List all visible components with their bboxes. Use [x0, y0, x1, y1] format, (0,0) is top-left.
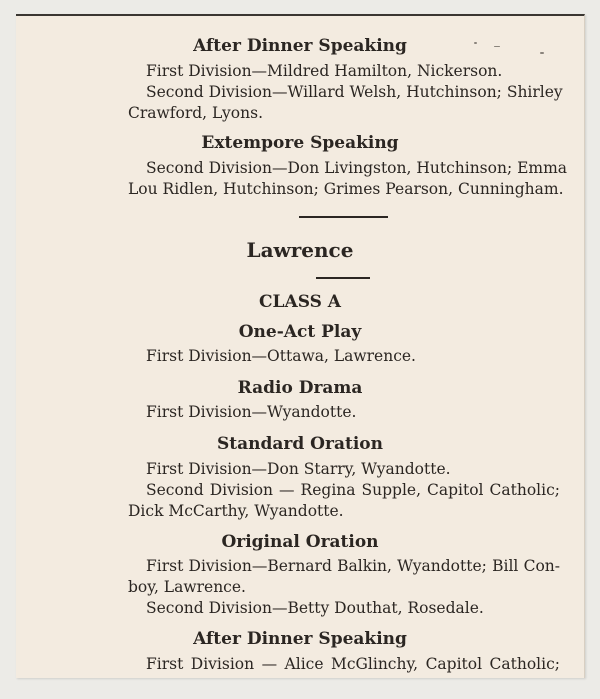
heading-district: Lawrence	[246, 238, 354, 262]
text-line: First Division—Bernard Balkin, Wyandotte; Bill Con-	[146, 557, 560, 575]
heading-original-oration: Original Oration	[221, 532, 379, 552]
text-line: First Division—Don Starry, Wyandotte.	[146, 460, 451, 478]
section-divider	[299, 216, 388, 218]
heading-after-dinner-speaking: After Dinner Speaking	[193, 629, 407, 649]
scan-speck	[494, 46, 500, 47]
scan-speck	[474, 42, 477, 44]
text-line: Second Division—Willard Welsh, Hutchinson; Shirley	[146, 83, 563, 101]
text-line: Second Division—Don Livingston, Hutchinson; Emma	[146, 159, 568, 177]
scan-speck	[540, 52, 544, 54]
clipping-page	[16, 14, 585, 678]
heading-radio-drama: Radio Drama	[237, 378, 363, 398]
text-line: First Division — Alice McGlinchy, Capitol Catholic;	[146, 655, 560, 673]
section-divider	[316, 277, 370, 279]
heading-after-dinner-speaking: After Dinner Speaking	[193, 36, 407, 56]
text-line: First Division—Mildred Hamilton, Nickerson.	[146, 62, 503, 80]
heading-one-act-play: One-Act Play	[238, 322, 362, 342]
heading-class: CLASS A	[259, 292, 341, 312]
text-line: Second Division — Regina Supple, Capitol Catholic;	[146, 481, 560, 499]
text-line: Dick McCarthy, Wyandotte.	[128, 502, 344, 520]
text-line: First Division—Wyandotte.	[146, 403, 357, 421]
text-line: Crawford, Lyons.	[128, 104, 264, 122]
heading-standard-oration: Standard Oration	[217, 434, 383, 454]
text-line: boy, Lawrence.	[128, 578, 246, 596]
text-line: First Division—Ottawa, Lawrence.	[146, 347, 416, 365]
heading-extempore-speaking: Extempore Speaking	[201, 133, 399, 153]
text-line: Lou Ridlen, Hutchinson; Grimes Pearson, Cunningham.	[128, 180, 564, 198]
text-line: Second Division—Betty Douthat, Rosedale.	[146, 599, 484, 617]
